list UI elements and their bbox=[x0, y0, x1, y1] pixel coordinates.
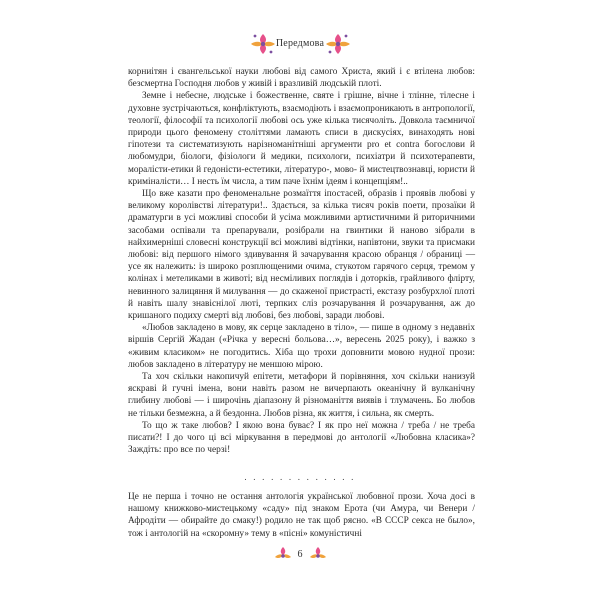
page-number: 6 bbox=[297, 549, 303, 560]
page-header bbox=[0, 30, 600, 58]
paragraph: Земне і небесне, людське і божественне, святе і грішне, вічне і тлінне, тілесне і духовне зустрічаються, конфліктують, взаємодіють і взаємопроникають в антропології, теології, філософії та психології любові ось уже кілька тисячоліть. Довкола таємничої природи цього феномену століттями ламають списи в дискусіях, винаходять нові гіпотези та систематизують нарізноманітніші аргументи pro et contra богослови й любомудри, біологи, фізіологи й медики, психологи, психіатри й психотерапевти, моралісти-етики й гедоністи-естетики, літературо-, мово- й мистецтвознавці, юристи й криміналісти… І несть їм числа, а тим паче їхнім ідеям і концепціям!.. bbox=[128, 91, 475, 187]
paragraph: Це не перша і точно не остання антологія української любовної прози. Хоча досі в нашому книжково-мистецькому «саду» під знаком Ерота (чи Амура, чи Венери / Афродіти — обирайте до смаку!) родило не так щоб рясно. «В СССР секса не было», тож і антологій на «скоромну» тему в «пісні» комуністичні bbox=[128, 492, 475, 539]
main-body-text bbox=[128, 66, 475, 457]
flower-ornament-right-icon bbox=[308, 545, 328, 565]
paragraph: корниітян і євангельської науки любові від самого Христа, який і є втілена любов: безсмертна Господня любов у живій і вразливій людській плоті. bbox=[128, 67, 475, 90]
paragraph: Та хоч скільки накопичуй епітети, метафори й порівняння, хоч скільки нанизуй яскраві й гучні імена, вони навіть разом не вичерпають океанічну й вулканічну глибину любові — і широчінь діапазону й різноманіття виявів і тлумачень. Бо любов не тільки безмежна, а й бездонна. Любов різна, як життя, і сильна, як смерть. bbox=[128, 372, 475, 419]
running-header-title: Передмова bbox=[275, 38, 325, 49]
section-divider: . . . . . . . . . . . . . bbox=[244, 472, 356, 482]
paragraph: То що ж таке любов? І якою вона буває? І як про неї можна / треба / не треба писати?! І до чого ці всі міркування в передмові до антології «Любовна класика»? Заждіть: про все по черзі! bbox=[128, 420, 475, 456]
section-body-text bbox=[128, 491, 475, 540]
floral-ornament-right-icon bbox=[322, 30, 354, 58]
paragraph: «Любов закладено в мову, як серце закладено в тіло», — пише в одному з недавніх віршів Сергій Жадан («Річка у вересні больова…», вересень 2025 року), і важко з «живим класиком» не погодитись. Хіба що трохи доповнити мовою нудної прози: любов закладено в літературу не меншою мірою. bbox=[128, 323, 475, 370]
paragraph: Що вже казати про феноменальне розмаїття іпостасей, образів і проявів любові у великому королівстві літератури!.. Здається, за кілька тисяч років поети, прозаїки й драматурги в усі можливі способи й усіма можливими артистичними й риторичними засобами оспівали та препарували, розібрали на гвинтики й наново зібрали в найхимернішi словесні конструкції всі можливі відтінки, напівтони, звуки та присмаки любові: від першого німого здивування й зачарування красою обранця / обраниці — усе як належить: із широко розплющеними очима, стукотом гарячого серця, тремом у колінах і метеликами в животі; від несміливих поглядів і доторків, грайливого флірту, невинного залицяння й милування — до скаженої пристрасті, екстазу розбурхлої плоті й навіть шалу знавіснілої люті, терпких сліз розчарування й розчарування, аж до кришаного подиху смерті від любові, без любові, заради любові. bbox=[128, 189, 475, 322]
page-footer bbox=[0, 545, 600, 567]
